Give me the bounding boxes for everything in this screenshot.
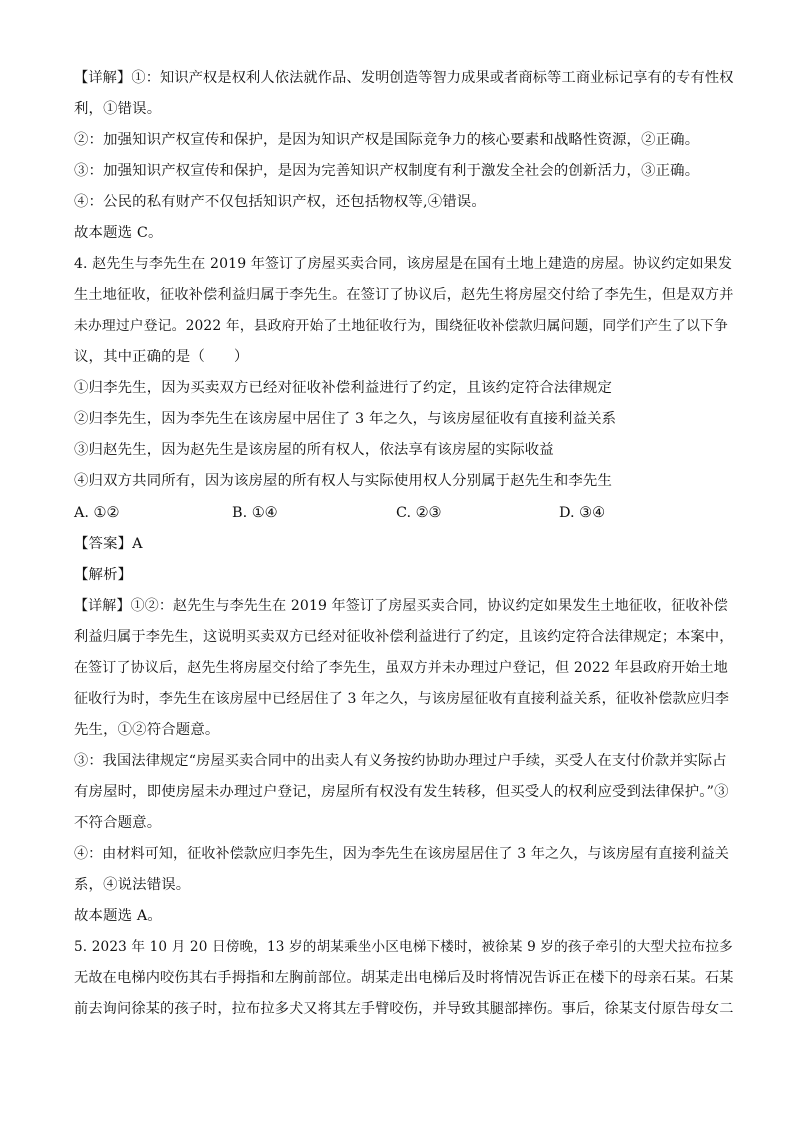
detail-line: 征收行为时，李先生在该房屋中已经居住了 3 年之久，与该房屋征收有直接利益关系，征收补偿款应归李 bbox=[74, 691, 730, 707]
question-stem-line: 前去询问徐某的孩子时，拉布拉多犬又将其左手臂咬伤，并导致其腿部摔伤。事后，徐某支付原告母女二 bbox=[74, 1001, 734, 1017]
detail-line: 不符合题意。 bbox=[74, 815, 162, 831]
detail-line: 利益归属于李先生，这说明买卖双方已经对征收补偿利益进行了约定，且该约定符合法律规定；本案中， bbox=[74, 629, 734, 645]
text-line: ④：公民的私有财产不仅包括知识产权，还包括物权等,④错误。 bbox=[74, 194, 486, 210]
option-c: C. ②③ bbox=[396, 505, 442, 521]
statement-4: ④归双方共同所有，因为该房屋的所有权人与实际使用权人分别属于赵先生和李先生 bbox=[74, 473, 613, 489]
analysis-label: 【解析】 bbox=[74, 567, 133, 583]
statement-2: ②归李先生，因为李先生在该房屋中居住了 3 年之久，与该房屋征收有直接利益关系 bbox=[74, 411, 617, 427]
option-d: D. ③④ bbox=[559, 505, 605, 521]
detail-line: 有房屋时，即使房屋未办理过户登记，房屋所有权没有发生转移，但买受人的权利应受到法律保护。”③ bbox=[74, 784, 729, 800]
text-line: ③：加强知识产权宣传和保护，是因为完善知识产权制度有利于激发全社会的创新活力，③正确。 bbox=[74, 163, 700, 179]
question-stem-line: 议，其中正确的是（ ） bbox=[74, 349, 249, 365]
option-a: A. ①② bbox=[74, 505, 120, 521]
question-stem-line: 无故在电梯内咬伤其右手拇指和左胸前部位。胡某走出电梯后及时将情况告诉正在楼下的母亲石某。石某 bbox=[74, 970, 734, 986]
text-line: ②：加强知识产权宣传和保护，是因为知识产权是国际竞争力的核心要素和战略性资源，②正确。 bbox=[74, 132, 700, 148]
detail-line: ④：由材料可知，征收补偿款应归李先生，因为李先生在该房屋居住了 3 年之久，与该房屋有直接利益关 bbox=[74, 846, 730, 862]
text-line: 利，①错误。 bbox=[74, 101, 162, 117]
text-line: 【详解】①：知识产权是权利人依法就作品、发明创造等智力成果或者商标等工商业标记享有的专有性权 bbox=[74, 70, 734, 86]
question-stem-line: 生土地征收，征收补偿利益归属于李先生。在签订了协议后，赵先生将房屋交付给了李先生，但是双方并 bbox=[74, 287, 734, 303]
question-stem-line: 未办理过户登记。2022 年，县政府开始了土地征收行为，围绕征收补偿款归属问题，同学们产生了以下争 bbox=[74, 318, 728, 334]
detail-line: 【详解】①②：赵先生与李先生在 2019 年签订了房屋买卖合同，协议约定如果发生土地征收，征收补偿 bbox=[74, 598, 728, 614]
detail-line: 在签订了协议后，赵先生将房屋交付给了李先生，虽双方并未办理过户登记，但 2022 年县政府开始土地 bbox=[74, 660, 728, 676]
statement-1: ①归李先生，因为买卖双方已经对征收补偿利益进行了约定，且该约定符合法律规定 bbox=[74, 380, 613, 396]
detail-line: ③：我国法律规定“房屋买卖合同中的出卖人有义务按约协助办理过户手续，买受人在支付价款并实际占 bbox=[74, 753, 727, 769]
detail-line: 先生，①②符合题意。 bbox=[74, 722, 220, 738]
statement-3: ③归赵先生，因为赵先生是该房屋的所有权人，依法享有该房屋的实际收益 bbox=[74, 442, 554, 458]
question-stem-line: 4. 赵先生与李先生在 2019 年签订了房屋买卖合同，该房屋是在国有土地上建造的房屋。协议约定如果发 bbox=[74, 256, 732, 272]
option-b: B. ①④ bbox=[232, 505, 278, 521]
detail-line: 故本题选 A。 bbox=[74, 908, 162, 924]
question-stem-line: 5. 2023 年 10 月 20 日傍晚，13 岁的胡某乘坐小区电梯下楼时，被徐某 9 岁的孩子牵引的大型犬拉布拉多 bbox=[74, 939, 733, 955]
text-line: 故本题选 C。 bbox=[74, 225, 163, 241]
detail-line: 系，④说法错误。 bbox=[74, 877, 191, 893]
answer-line: 【答案】A bbox=[74, 536, 143, 552]
